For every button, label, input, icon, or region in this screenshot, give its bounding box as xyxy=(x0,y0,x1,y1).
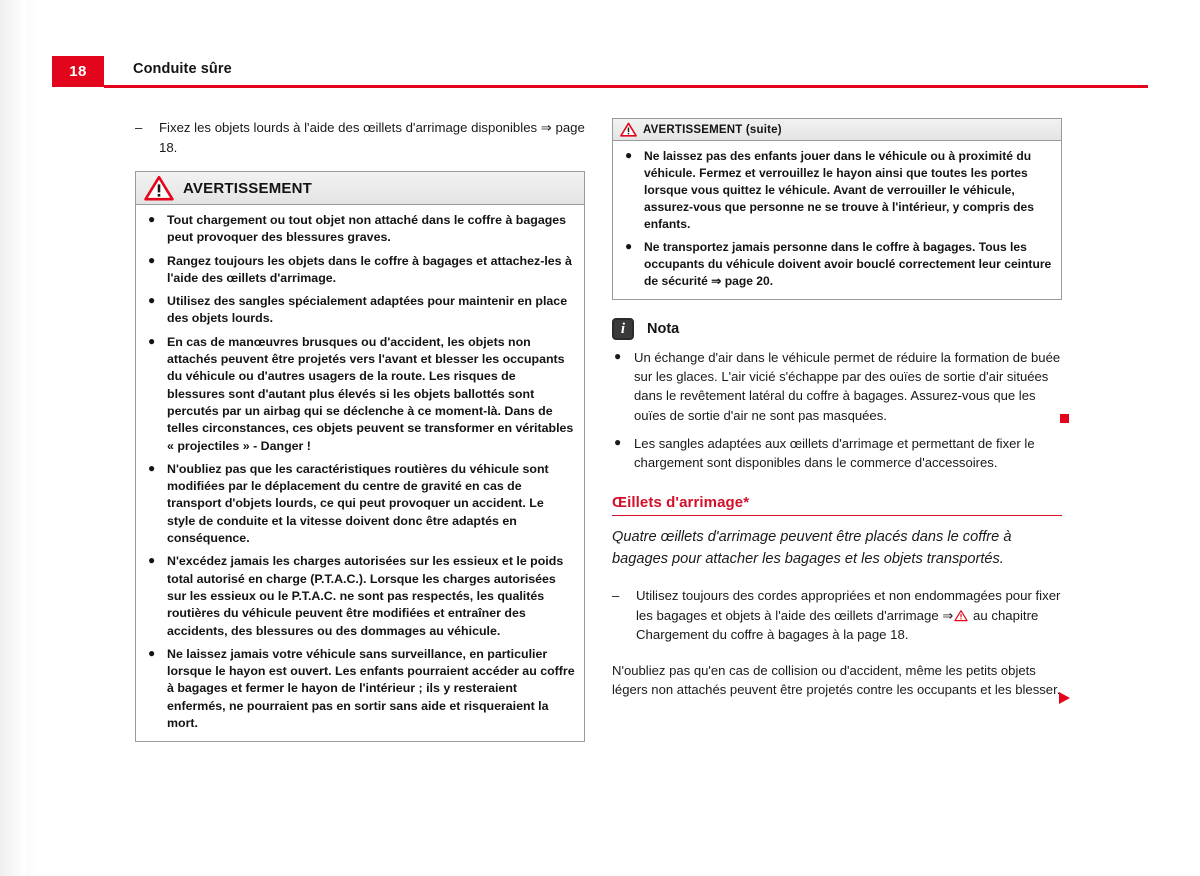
warning-bullet-text: Ne laissez jamais votre véhicule sans surveillance, en particulier lorsque le hayon est ouvert. Les enfants pourraient accéder au coffre à bagages et fermer le hayon de l'intérieur ; ils y resteraient enfermés, ne pourraient pas en sortir sans aide et risqueraient la mort. xyxy=(167,646,575,731)
warning-box-header xyxy=(136,172,584,205)
warning-bullet xyxy=(145,212,575,247)
bullet-glyph: ● xyxy=(148,553,156,568)
warning-bullet-text: Tout chargement ou tout objet non attaché dans le coffre à bagages peut provoquer des blessures graves. xyxy=(167,213,567,245)
warning-bullet xyxy=(622,239,1052,290)
warning-bullet xyxy=(145,461,575,547)
header-divider xyxy=(104,85,1148,88)
warning-triangle-icon xyxy=(144,175,174,201)
right-column xyxy=(612,118,1062,700)
bullet-glyph: ● xyxy=(625,148,633,162)
bullet-glyph: ● xyxy=(148,645,156,660)
warning-bullet-text: N'oubliez pas que les caractéristiques routières du véhicule sont modifiées par le déplacement du centre de gravité en cas de transport d'objets lourds, ce qui peut provoquer un accident. Le style de conduite et la vitesse doivent donc être adaptés en conséquence. xyxy=(167,461,549,546)
bullet-glyph: ● xyxy=(148,212,156,226)
page-header xyxy=(0,56,1200,90)
section-intro-text: Quatre œillets d'arrimage peuvent être placés dans le coffre à bagages pour attacher les bagages et les objets transportés. xyxy=(612,529,1012,567)
info-icon: i xyxy=(612,318,634,340)
closing-paragraph: N'oubliez pas qu'en cas de collision ou d'accident, même les petits objets légers non attachés peuvent être projetés contre les occupants et les blesser. xyxy=(612,662,1061,698)
nota-bullet-text: Un échange d'air dans le véhicule permet de réduire la formation de buée sur les glaces. L'air vicié s'échappe par des ouïes de sortie d'air situées dans le revêtement latéral du coffre à bagages. Assurez-vous que les ouïes de sortie d'air ne sont pas masquées. xyxy=(634,350,1061,423)
nota-header xyxy=(612,318,1062,340)
warning-bullet xyxy=(145,334,575,455)
bullet-glyph: ● xyxy=(148,293,156,308)
warning-bullet xyxy=(145,293,575,328)
warning-bullet-text: N'excédez jamais les charges autorisées sur les essieux et le poids total autorisé en charge (P.T.A.C.). Lorsque les charges autorisées sur les essieux ou le P.T.A.C. ne sont pas respectés, les qualités routières du véhicule peuvent être modifiées et entraîner des accidents, des blessures ou des dommages au véhicule. xyxy=(167,554,564,638)
page-number-badge: 18 xyxy=(52,56,104,87)
bullet-glyph: ● xyxy=(625,239,633,253)
nota-title: Nota xyxy=(647,321,680,337)
dash-list-item xyxy=(135,118,585,157)
warning-box-continued xyxy=(612,118,1062,300)
bullet-glyph: ● xyxy=(148,333,156,348)
warning-bullet-text: Ne transportez jamais personne dans le coffre à bagages. Tous les occupants du véhicule doivent avoir bouclé correctement leur ceinture de sécurité ⇒ page 20. xyxy=(644,240,1052,288)
bullet-glyph: ● xyxy=(614,349,622,363)
bullet-glyph: ● xyxy=(148,252,156,267)
dash-item-text-part1: Utilisez toujours des cordes appropriées et non endommagées pour fixer les bagages et objets à l'aide des œillets d'arrimage ⇒ xyxy=(636,588,1061,623)
nota-bullet-text: Les sangles adaptées aux œillets d'arrimage et permettant de fixer le chargement sont disponibles dans le commerce d'accessoires. xyxy=(634,435,1035,471)
warning-bullet-text: Ne laissez pas des enfants jouer dans le véhicule ou à proximité du véhicule. Fermez et verrouillez le hayon ainsi que toutes les portes lorsque vous quittez le véhicule. Avant de verrouiller le véhicule, assurez-vous que personne ne se trouve à l'intérieur, y compris des enfants. xyxy=(644,149,1035,231)
warning-bullet xyxy=(145,253,575,288)
dash-bullet-glyph: – xyxy=(135,120,143,135)
warning-box-body xyxy=(613,141,1061,299)
warning-bullet-text: Utilisez des sangles spécialement adaptées pour maintenir en place des objets lourds. xyxy=(167,294,568,326)
page-edge-shadow xyxy=(0,0,26,876)
section-heading: Œillets d'arrimage* xyxy=(612,494,1062,516)
dash-bullet-glyph: – xyxy=(612,588,620,604)
warning-box-body xyxy=(136,205,584,741)
left-column xyxy=(135,118,585,742)
page-edge-gradient xyxy=(26,0,40,876)
continue-arrow-marker xyxy=(1059,692,1070,704)
dash-list-item xyxy=(612,586,1062,645)
warning-box-header xyxy=(613,119,1061,141)
warning-bullet-text: En cas de manœuvres brusques ou d'accident, les objets non attachés peuvent être projetés vers l'avant et blesser les occupants du véhicule ou d'autres usagers de la route. Les risques de blessures sont d'autant plus élevés si les objets ballottés sont percutés par un airbag qui se déclenche à ce moment-là. Dans de telles circonstances, ces objets peuvent se transformer en véritables « projectiles » - Danger ! xyxy=(167,334,574,453)
dash-item-text: Fixez les objets lourds à l'aide des œillets d'arrimage disponibles ⇒ page 18. xyxy=(159,120,585,155)
warning-box-title: AVERTISSEMENT (suite) xyxy=(643,123,782,136)
nota-bullet xyxy=(612,434,1062,472)
warning-bullet xyxy=(145,553,575,639)
warning-triangle-icon xyxy=(620,122,637,137)
warning-box xyxy=(135,171,585,742)
page-title: Conduite sûre xyxy=(133,61,232,77)
warning-box-title: AVERTISSEMENT xyxy=(183,179,313,197)
end-of-section-square-marker xyxy=(1060,414,1069,423)
bullet-glyph: ● xyxy=(148,460,156,475)
bullet-glyph: ● xyxy=(614,434,622,449)
warning-bullet xyxy=(622,148,1052,233)
warning-bullet xyxy=(145,646,575,732)
dash-item-text-part2: au chapitre Chargement du coffre à bagages à la page 18. xyxy=(636,607,1039,643)
warning-bullet-text: Rangez toujours les objets dans le coffre à bagages et attachez-les à l'aide des œillets d'arrimage. xyxy=(167,253,572,285)
inline-warning-triangle-icon xyxy=(954,609,968,622)
nota-bullet xyxy=(612,348,1062,425)
